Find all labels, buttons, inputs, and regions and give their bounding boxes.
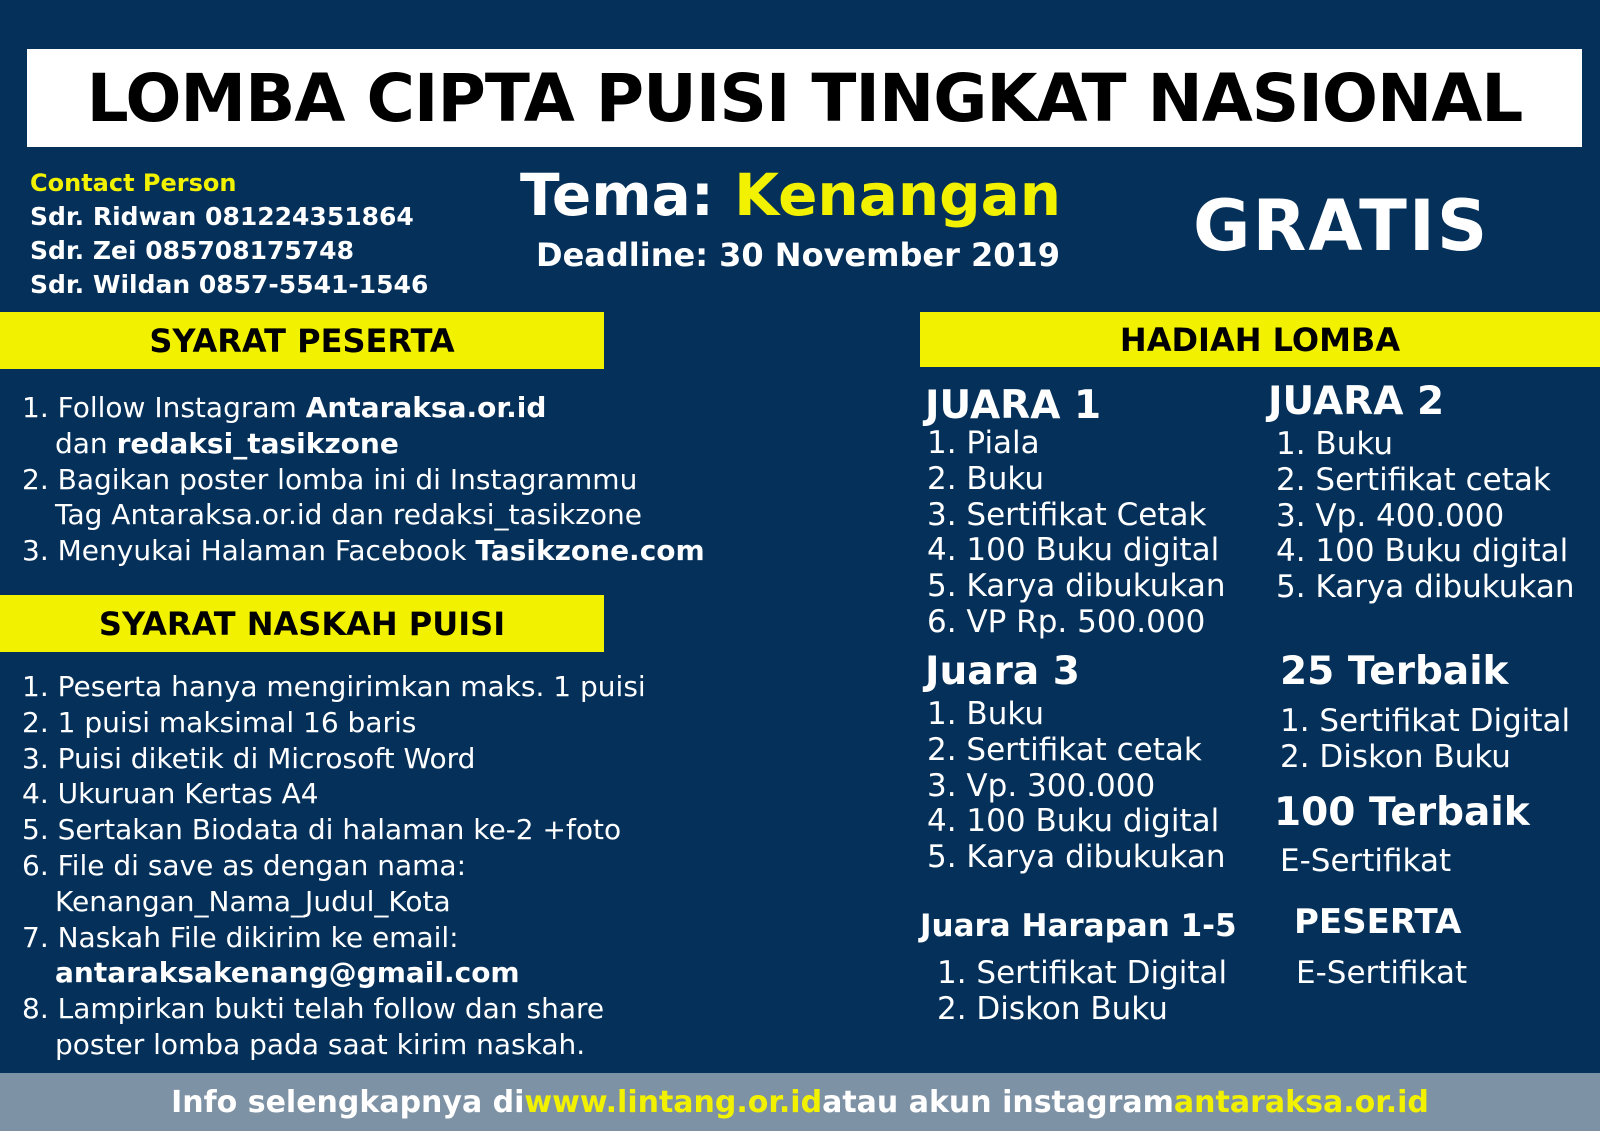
list-item: dan redaksi_tasikzone xyxy=(55,426,399,460)
list-item: 4. 100 Buku digital xyxy=(927,803,1220,840)
page-title: LOMBA CIPTA PUISI TINGKAT NASIONAL xyxy=(27,49,1582,147)
list-item: 1. Buku xyxy=(1276,426,1393,462)
terbaik25-title: 25 Terbaik xyxy=(1280,649,1509,694)
list-item: 6. File di save as dengan nama: xyxy=(22,848,467,882)
list-item: 2. Bagikan poster lomba ini di Instagrammu xyxy=(22,462,638,496)
list-item: 1. Sertifikat Digital xyxy=(1280,703,1571,739)
contact-label: Contact Person xyxy=(30,169,237,197)
list-item: 1. Follow Instagram Antaraksa.or.id xyxy=(22,391,547,424)
syarat-naskah-heading: SYARAT NASKAH PUISI xyxy=(0,595,604,652)
list-item: 5. Sertakan Biodata di halaman ke-2 +foto xyxy=(22,813,622,847)
harapan-list xyxy=(937,956,1227,1028)
instagram-link[interactable]: antaraksa.or.id xyxy=(1173,1084,1429,1120)
list-item: Kenangan_Nama_Judul_Kota xyxy=(55,884,451,918)
list-item: 2. 1 puisi maksimal 16 baris xyxy=(22,705,417,739)
list-item: 8. Lampirkan bukti telah follow dan share xyxy=(22,992,605,1026)
list-item: 3. Vp. 300.000 xyxy=(927,767,1156,804)
list-item: 5. Karya dibukukan xyxy=(1276,569,1575,606)
list-item: 3. Menyukai Halaman Facebook Tasikzone.com xyxy=(22,534,705,568)
deadline: Deadline: 30 November 2019 xyxy=(536,236,1061,274)
theme-line xyxy=(520,163,1080,227)
juara2-list xyxy=(1276,427,1574,606)
list-item: 3. Puisi diketik di Microsoft Word xyxy=(22,741,476,775)
hadiah-heading: HADIAH LOMBA xyxy=(920,312,1600,367)
contact-person: Sdr. Ridwan 081224351864 xyxy=(30,202,414,231)
list-item: 4. Ukuruan Kertas A4 xyxy=(22,777,319,811)
list-item: 4. 100 Buku digital xyxy=(927,532,1220,569)
list-item: 1. Buku xyxy=(927,696,1044,732)
footer-text: Info selengkapnya di xyxy=(171,1084,525,1120)
footer-info xyxy=(0,1073,1600,1131)
list-item: E-Sertifikat xyxy=(1296,955,1468,991)
list-item: 4. 100 Buku digital xyxy=(1276,533,1569,570)
terbaik100-title: 100 Terbaik xyxy=(1274,790,1530,835)
list-item: 2. Diskon Buku xyxy=(1280,738,1511,775)
list-item: 1. Piala xyxy=(927,425,1040,461)
contact-person: Sdr. Zei 085708175748 xyxy=(30,236,354,265)
list-item: poster lomba pada saat kirim naskah. xyxy=(55,1027,586,1061)
list-item: 3. Vp. 400.000 xyxy=(1276,497,1505,534)
list-item: 1. Sertifikat Digital xyxy=(937,955,1228,991)
juara1-list xyxy=(927,426,1225,641)
list-item: Tag Antaraksa.or.id dan redaksi_tasikzone xyxy=(55,498,643,532)
syarat-naskah-list xyxy=(22,669,646,1063)
fee-badge: GRATIS xyxy=(1193,185,1490,267)
theme-value: Kenangan xyxy=(734,161,1062,229)
list-item: 2. Buku xyxy=(927,460,1044,497)
list-item: 5. Karya dibukukan xyxy=(927,839,1226,876)
peserta-title: PESERTA xyxy=(1294,902,1462,942)
list-item: 2. Sertifikat cetak xyxy=(1276,461,1551,498)
contact-person: Sdr. Wildan 0857-5541-1546 xyxy=(30,270,429,299)
list-item: 6. VP Rp. 500.000 xyxy=(927,603,1206,640)
website-link[interactable]: www.lintang.or.id xyxy=(524,1084,823,1120)
list-item: 2. Diskon Buku xyxy=(937,990,1168,1027)
juara3-list xyxy=(927,697,1225,876)
syarat-peserta-heading: SYARAT PESERTA xyxy=(0,312,604,369)
peserta-list xyxy=(1296,956,1467,992)
list-item: 3. Sertifikat Cetak xyxy=(927,496,1207,533)
footer-text: atau akun instagram xyxy=(822,1084,1174,1120)
juara3-title: Juara 3 xyxy=(925,649,1080,694)
terbaik25-list xyxy=(1280,704,1570,776)
email-address: antaraksakenang@gmail.com xyxy=(55,956,520,990)
list-item: E-Sertifikat xyxy=(1280,843,1452,879)
list-item: 1. Peserta hanya mengirimkan maks. 1 puisi xyxy=(22,670,646,703)
terbaik100-list xyxy=(1280,844,1451,880)
list-item: 5. Karya dibukukan xyxy=(927,568,1226,605)
theme-label: Tema: xyxy=(520,161,714,229)
juara2-title: JUARA 2 xyxy=(1268,379,1445,424)
harapan-title: Juara Harapan 1-5 xyxy=(920,908,1237,944)
syarat-peserta-list xyxy=(22,390,705,569)
juara1-title: JUARA 1 xyxy=(925,383,1102,428)
list-item: 7. Naskah File dikirim ke email: xyxy=(22,920,459,954)
list-item: 2. Sertifikat cetak xyxy=(927,731,1202,768)
contact-block xyxy=(30,166,428,302)
